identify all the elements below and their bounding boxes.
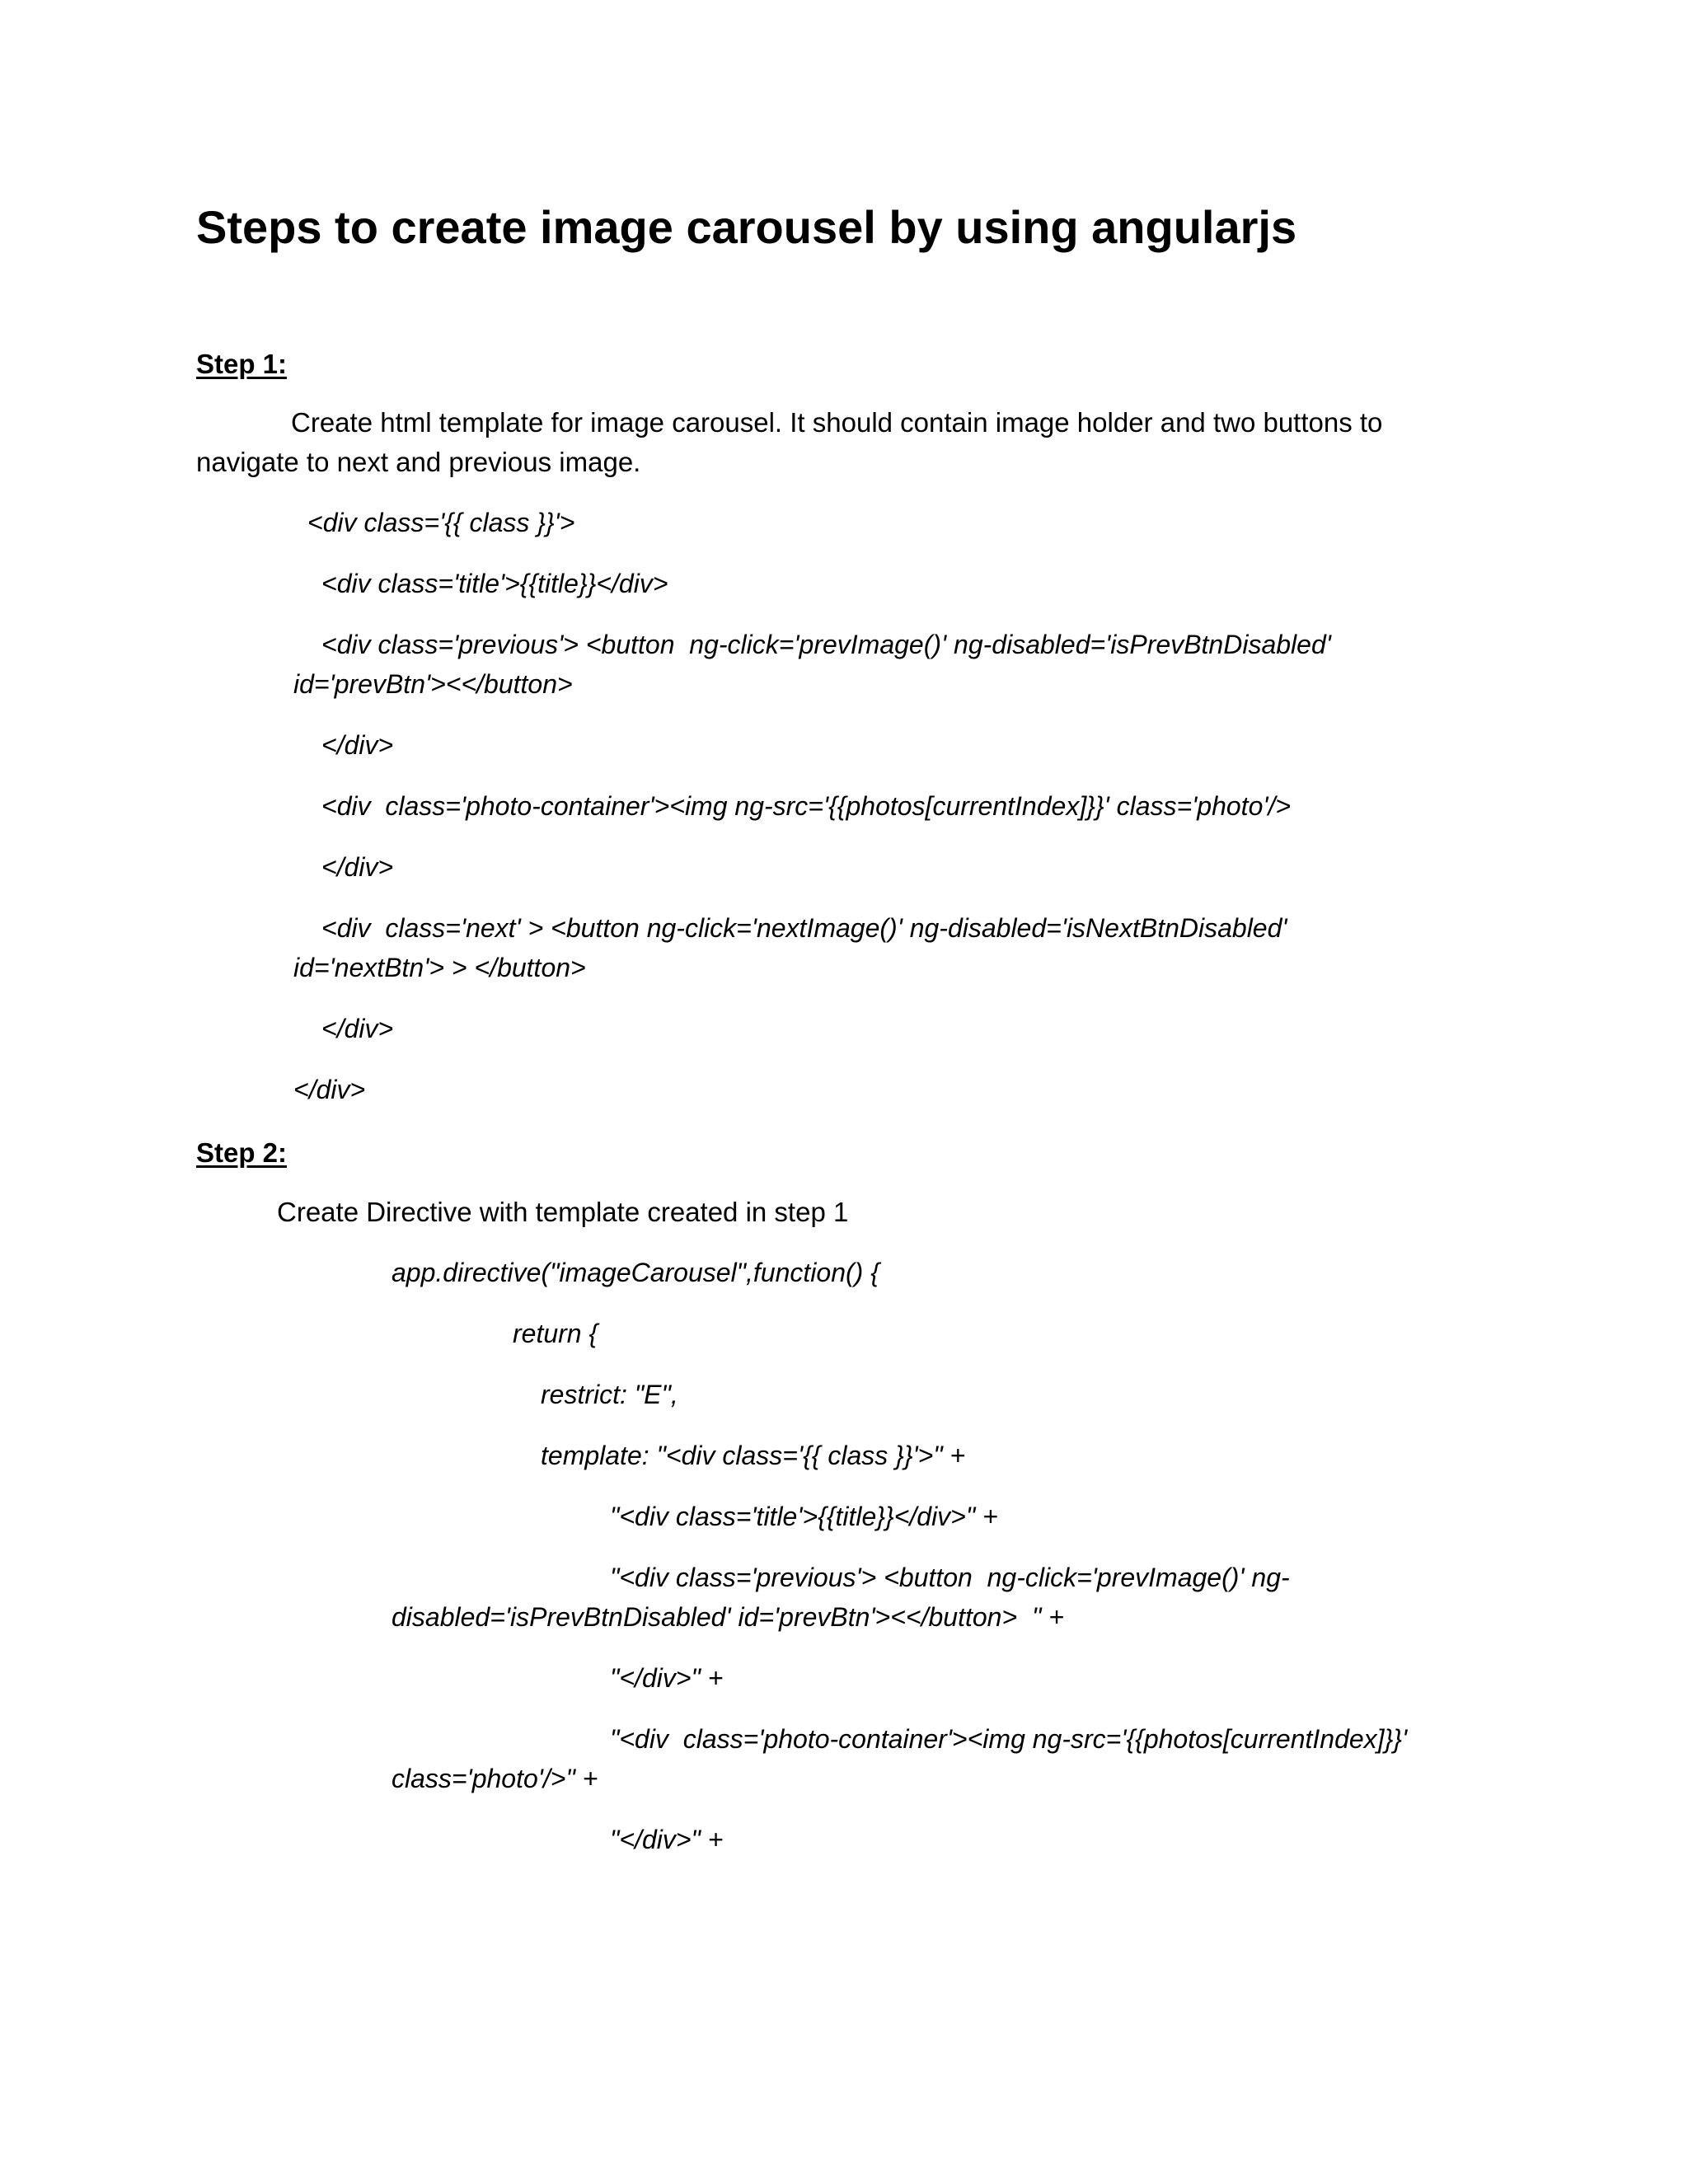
- step1-paragraph-line1: Create html template for image carousel. It should contain image holder and two buttons to: [291, 407, 1383, 438]
- step1-code-line: </div>: [321, 730, 394, 760]
- step2-code-line: restrict: "E",: [541, 1380, 678, 1409]
- step2-code-line: "</div>" +: [610, 1825, 724, 1854]
- step1-code-line: <div class='title'>{{title}}</div>: [321, 569, 668, 598]
- step2-code-line: "<div class='previous'> <button ng-click='prevImage()' ng-: [610, 1563, 1290, 1592]
- step2-code-line: app.directive("imageCarousel",function() {: [392, 1258, 879, 1287]
- step1-code-line: </div>: [321, 852, 394, 882]
- step1-code-line: <div class='next' > <button ng-click='nextImage()' ng-disabled='isNextBtnDisabled': [321, 913, 1287, 943]
- step2-code-line: "<div class='title'>{{title}}</div>" +: [610, 1502, 998, 1531]
- step2-code-line: template: "<div class='{{ class }}'>" +: [541, 1441, 966, 1470]
- step1-paragraph-line2: navigate to next and previous image.: [196, 447, 641, 477]
- step2-code-line: return {: [513, 1319, 598, 1348]
- page-title: Steps to create image carousel by using angularjs: [196, 201, 1297, 253]
- step2-heading: Step 2:: [196, 1137, 288, 1168]
- step2-paragraph: Create Directive with template created in step 1: [277, 1197, 849, 1227]
- step1-code-line: id='prevBtn'><</button>: [293, 669, 573, 699]
- step2-code-line: "<div class='photo-container'><img ng-src='{{photos[currentIndex]}}': [610, 1724, 1408, 1754]
- step1-heading: Step 1:: [196, 349, 288, 379]
- step2-code-line: "</div>" +: [610, 1663, 724, 1693]
- step1-code-line: </div>: [293, 1075, 366, 1104]
- step1-code-line: id='nextBtn'> > </button>: [293, 953, 586, 982]
- step1-code-line: <div class='previous'> <button ng-click='prevImage()' ng-disabled='isPrevBtnDisabled': [321, 630, 1331, 659]
- step1-code-line: <div class='photo-container'><img ng-src='{{photos[currentIndex]}}' class='photo'/>: [321, 791, 1292, 821]
- step1-code-line: <div class='{{ class }}'>: [307, 508, 575, 537]
- step2-code-line: class='photo'/>" +: [392, 1764, 598, 1793]
- step1-code-line: </div>: [321, 1014, 394, 1043]
- step2-code-line: disabled='isPrevBtnDisabled' id='prevBtn'><</button> " +: [392, 1602, 1064, 1632]
